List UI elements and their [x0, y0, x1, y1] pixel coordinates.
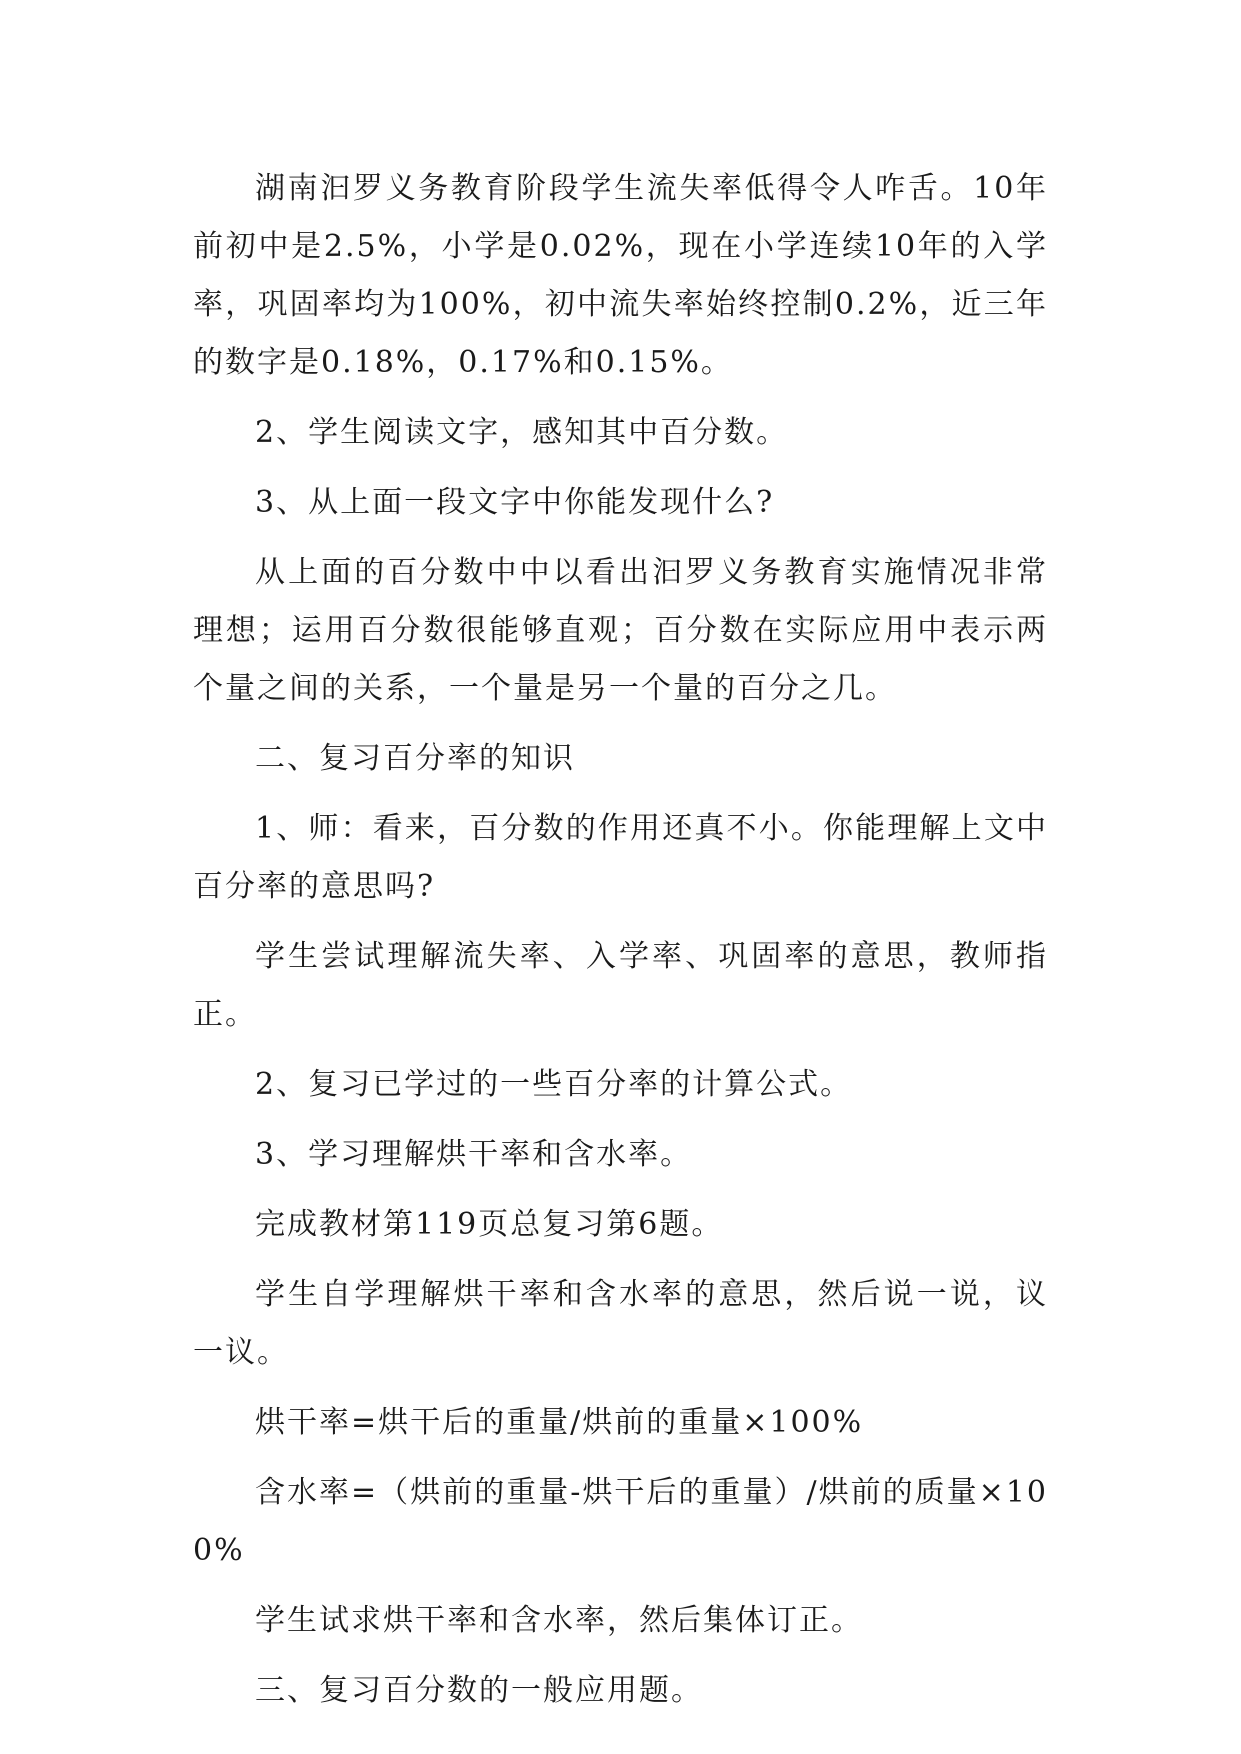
paragraph-observation: 从上面的百分数中中以看出汩罗义务教育实施情况非常理想；运用百分数很能够直观；百分数在实际应用中表示两个量之间的关系，一个量是另一个量的百分之几。	[193, 555, 1048, 706]
paragraph-teacher-question: 1、师：看来，百分数的作用还真不小。你能理解上文中百分率的意思吗?	[193, 811, 1048, 904]
paragraph-step-read-text: 2、学生阅读文字，感知其中百分数。	[255, 415, 789, 450]
paragraph-learn-drying-rate: 3、学习理解烘干率和含水率。	[255, 1137, 693, 1172]
paragraph-student-calculate: 学生试求烘干率和含水率，然后集体订正。	[255, 1603, 863, 1638]
paragraph-self-study: 学生自学理解烘干率和含水率的意思，然后说一说，议一议。	[193, 1277, 1048, 1370]
paragraph-step-discover: 3、从上面一段文字中你能发现什么?	[255, 485, 775, 520]
section-heading-applied-problems: 三、复习百分数的一般应用题。	[255, 1673, 703, 1708]
paragraph-intro-statistics: 湖南汩罗义务教育阶段学生流失率低得令人咋舌。10年前初中是2.5%，小学是0.02%，现在小学连续10年的入学率，巩固率均为100%，初中流失率始终控制0.2%，近三年的数字是0.18%，0.17%和0.15%。	[193, 171, 1048, 380]
section-heading-review-rates: 二、复习百分率的知识	[255, 741, 575, 776]
formula-moisture-rate: 含水率=（烘前的重量-烘干后的重量）/烘前的质量×100%	[193, 1475, 1048, 1568]
paragraph-review-formulas: 2、复习已学过的一些百分率的计算公式。	[255, 1067, 853, 1102]
paragraph-textbook-exercise: 完成教材第119页总复习第6题。	[255, 1207, 724, 1242]
formula-drying-rate: 烘干率=烘干后的重量/烘前的重量×100%	[255, 1405, 864, 1440]
document-page	[193, 160, 1048, 1720]
paragraph-student-attempt: 学生尝试理解流失率、入学率、巩固率的意思，教师指正。	[193, 939, 1048, 1032]
